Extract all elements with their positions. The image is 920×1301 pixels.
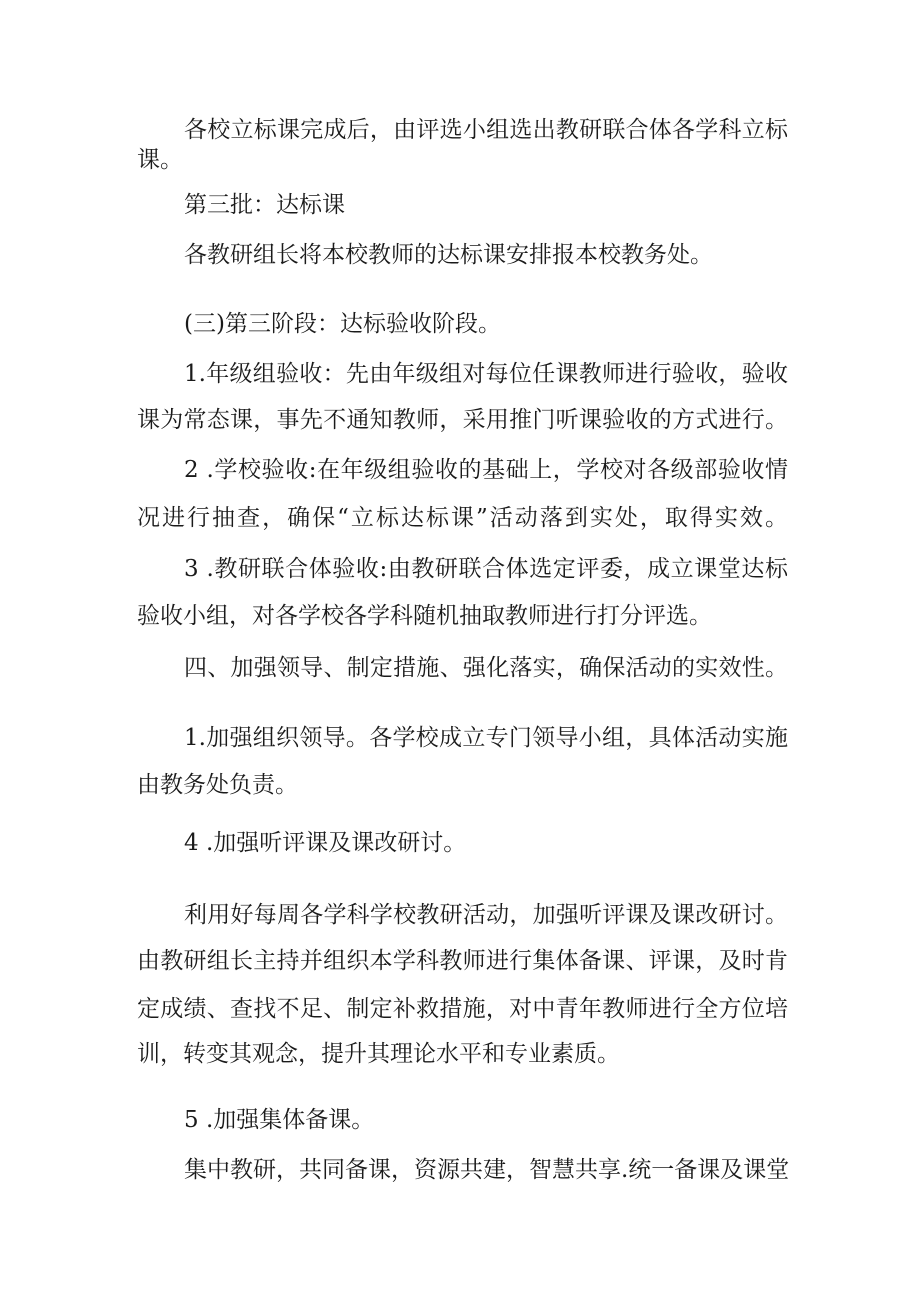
paragraph-line: 1.加强组织领导。各学校成立专门领导小组，具体活动实施 (184, 725, 788, 751)
section-heading: 4 .加强听评课及课改研讨。 (184, 830, 467, 856)
paragraph-line: 定成绩、查找不足、制定补救措施，对中青年教师进行全方位培 (137, 996, 788, 1022)
paragraph-line: 各教研组长将本校教师的达标课安排报本校教务处。 (184, 242, 713, 268)
paragraph-line: 由教务处负责。 (137, 772, 298, 798)
section-heading: 四、加强领导、制定措施、强化落实，确保活动的实效性。 (184, 655, 788, 681)
paragraph-line: 1.年级组验收：先由年级组对每位任课教师进行验收，验收 (184, 361, 788, 387)
paragraph-line: 2 .学校验收:在年级组验收的基础上，学校对各级部验收情 (184, 457, 788, 483)
paragraph-line: 各校立标课完成后，由评选小组选出教研联合体各学科立标 (184, 117, 788, 143)
paragraph-line: 课为常态课，事先不通知教师，采用推门听课验收的方式进行。 (137, 407, 788, 433)
section-heading: 5 .加强集体备课。 (184, 1107, 375, 1133)
paragraph-line: 3 .教研联合体验收:由教研联合体选定评委，成立课堂达标 (184, 556, 788, 582)
paragraph-line: 利用好每周各学科学校教研活动，加强听评课及课改研讨。 (184, 902, 788, 928)
paragraph-line: 训，转变其观念，提升其理论水平和专业素质。 (137, 1041, 620, 1067)
paragraph-line: 集中教研，共同备课，资源共建，智慧共享.统一备课及课堂 (184, 1157, 790, 1183)
paragraph-line: 验收小组，对各学校各学科随机抽取教师进行打分评选。 (137, 603, 712, 629)
section-heading: (三)第三阶段：达标验收阶段。 (184, 311, 501, 337)
paragraph-line: 课。 (137, 147, 183, 173)
section-heading: 第三批：达标课 (184, 192, 345, 218)
paragraph-line: 由教研组长主持并组织本学科教师进行集体备课、评课，及时肯 (137, 948, 788, 974)
paragraph-line: 况进行抽查，确保“立标达标课”活动落到实处，取得实效。 (137, 505, 788, 531)
